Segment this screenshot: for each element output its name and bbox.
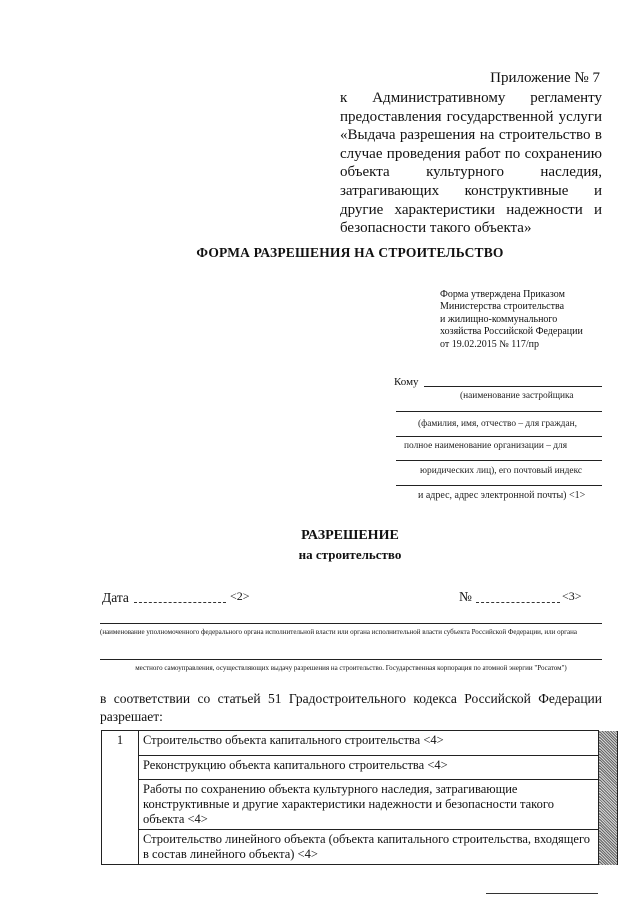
approval-note bbox=[440, 289, 620, 351]
table-row bbox=[102, 756, 618, 780]
permit-option[interactable]: Работы по сохранению объекта культурного наследия, затрагивающие конструктивные и другие характеристики надежности и безопасности такого объекта <4> bbox=[139, 780, 599, 830]
recipient-label: Кому bbox=[394, 376, 419, 388]
footnote-separator bbox=[486, 893, 598, 894]
authority-hint-2: местного самоуправления, осуществляющих выдачу разрешения на строительство. Государственная корпорация по атомной энергии "Росатом") bbox=[135, 664, 567, 672]
approval-line: хозяйства Российской Федерации bbox=[440, 326, 583, 338]
document-subheading: на строительство bbox=[298, 547, 402, 562]
developer-name-hint: (наименование застройщика bbox=[460, 391, 574, 401]
authority-field[interactable] bbox=[100, 623, 602, 624]
number-footnote: <3> bbox=[562, 589, 582, 603]
approval-line: и жилищно-коммунального bbox=[440, 313, 558, 325]
fio-hint: (фамилия, имя, отчество – для граждан, bbox=[418, 419, 577, 429]
appendix-body: к Административному регламенту предоставления государственной услуги «Выдача разрешения на строительство в случае проведения работ по сохранению объекта культурного наследия, затрагивающих конструктивные и другие характеристики надежности и безопасности такого объекта» bbox=[340, 90, 602, 237]
recipient-field-2[interactable] bbox=[396, 411, 602, 412]
permit-table bbox=[101, 730, 618, 865]
form-title: ФОРМА РАЗРЕШЕНИЯ НА СТРОИТЕЛЬСТВО bbox=[196, 245, 504, 260]
approval-line: Форма утверждена Приказом bbox=[440, 289, 565, 300]
table-row bbox=[102, 731, 618, 756]
recipient-field-4[interactable] bbox=[396, 460, 602, 461]
address-hint: и адрес, адрес электронной почты) <1> bbox=[418, 490, 586, 501]
recipient-field[interactable] bbox=[424, 386, 602, 387]
permit-option[interactable]: Реконструкцию объекта капитального строительства <4> bbox=[139, 756, 599, 780]
authority-hint: (наименование уполномоченного федерального органа исполнительной власти или органа исполнительной власти субъекта Российской Федерации, или органа bbox=[100, 628, 577, 636]
recipient-field-3[interactable] bbox=[396, 436, 602, 437]
date-label: Дата bbox=[102, 590, 129, 605]
permit-option[interactable]: Строительство объекта капитального строительства <4> bbox=[139, 731, 599, 756]
number-field[interactable] bbox=[476, 602, 560, 603]
approval-line: от 19.02.2015 № 117/пр bbox=[440, 338, 540, 350]
shaded-column bbox=[599, 731, 618, 865]
authority-field-2[interactable] bbox=[100, 659, 602, 660]
table-row bbox=[102, 830, 618, 865]
approval-line: Министерства строительства bbox=[440, 301, 565, 313]
number-label: № bbox=[459, 589, 472, 604]
permit-option[interactable]: Строительство линейного объекта (объекта капитального строительства, входящего в состав линейного объекта) <4> bbox=[139, 830, 599, 865]
date-field[interactable] bbox=[134, 602, 226, 603]
appendix-title: Приложение № 7 bbox=[490, 70, 600, 86]
table-row bbox=[102, 780, 618, 830]
org-name-hint: полное наименование организации – для bbox=[404, 441, 568, 451]
row-number: 1 bbox=[102, 731, 139, 865]
recipient-field-5[interactable] bbox=[396, 485, 602, 486]
permit-statement: в соответствии со статьей 51 Градостроительного кодекса Российской Федерации разрешает: bbox=[100, 691, 602, 724]
document-heading: РАЗРЕШЕНИЕ bbox=[301, 528, 399, 543]
postal-hint: юридических лиц), его почтовый индекс bbox=[420, 466, 583, 476]
date-footnote: <2> bbox=[230, 589, 250, 603]
